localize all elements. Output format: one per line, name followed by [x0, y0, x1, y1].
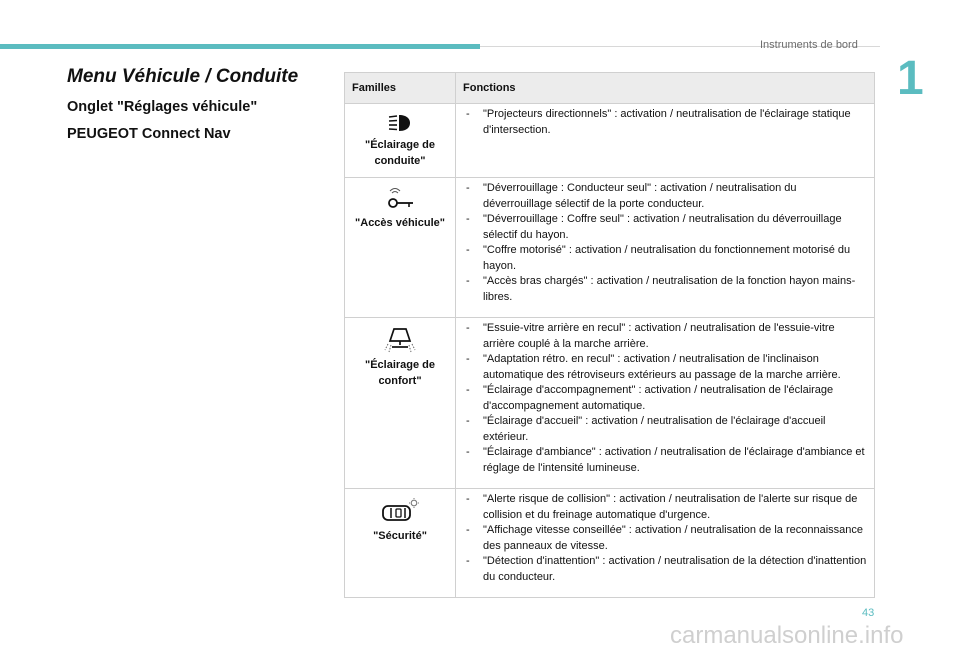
key-signal-icon — [384, 186, 416, 212]
list-item: - "Détection d'inattention" : activation / neutralisation de la détection d'inattention du conducteur. — [462, 554, 868, 585]
header-functions: Fonctions — [456, 73, 875, 104]
list-item: - "Accès bras chargés" : activation / neutralisation de la fonction hayon mains-libres. — [462, 274, 868, 305]
watermark: carmanualsonline.info — [670, 622, 904, 649]
family-label: "Éclairage de confort" — [364, 359, 436, 387]
headlamp-icon — [387, 112, 413, 134]
list-item: - "Coffre motorisé" : activation / neutralisation du fonctionnement motorisé du hayon. — [462, 243, 868, 274]
family-label: "Éclairage de conduite" — [364, 139, 436, 167]
table-row — [345, 104, 875, 178]
header-families: Familles — [345, 73, 456, 104]
list-item: - "Essuie-vitre arrière en recul" : activation / neutralisation de l'essuie-vitre arrière couplé à la marche arrière. — [462, 321, 868, 352]
car-safety-icon — [380, 497, 420, 525]
list-item: - "Affichage vitesse conseillée" : activation / neutralisation de la reconnaissance des panneaux de vitesse. — [462, 523, 868, 554]
header-accent-bar — [0, 44, 480, 49]
list-item: - "Déverrouillage : Coffre seul" : activation / neutralisation du déverrouillage sélectif du hayon. — [462, 212, 868, 243]
list-item: - "Éclairage d'ambiance" : activation / neutralisation de l'éclairage d'ambiance et réglage de l'intensité lumineuse. — [462, 445, 868, 476]
family-label: "Accès véhicule" — [355, 217, 445, 229]
list-item: - "Éclairage d'accompagnement" : activation / neutralisation de l'éclairage d'accompagnement automatique. — [462, 383, 868, 414]
table-row — [345, 489, 875, 598]
table-row — [345, 318, 875, 489]
page-number: 43 — [862, 607, 875, 619]
subtitle: Onglet "Réglages véhicule" — [67, 99, 258, 115]
page-title: Menu Véhicule / Conduite — [67, 66, 299, 87]
functions-cell — [456, 178, 875, 318]
system-name: PEUGEOT Connect Nav — [67, 126, 231, 142]
list-item: - "Adaptation rétro. en recul" : activation / neutralisation de l'inclinaison automatique des rétroviseurs extérieurs au passage de la marche arrière. — [462, 352, 868, 383]
list-item: - "Projecteurs directionnels" : activation / neutralisation de l'éclairage statique d'intersection. — [462, 107, 868, 138]
list-item: - "Éclairage d'accueil" : activation / neutralisation de l'éclairage d'accueil extérieur. — [462, 414, 868, 445]
family-cell — [345, 318, 456, 489]
courtesy-lamp-icon — [383, 326, 417, 354]
list-item: - "Alerte risque de collision" : activation / neutralisation de l'alerte sur risque de collision et du freinage automatique d'urgence. — [462, 492, 868, 523]
family-cell — [345, 104, 456, 178]
family-cell — [345, 178, 456, 318]
list-item: - "Déverrouillage : Conducteur seul" : activation / neutralisation du déverrouillage sélectif de la porte conducteur. — [462, 181, 868, 212]
functions-cell — [456, 318, 875, 489]
table-row — [345, 178, 875, 318]
settings-table — [344, 72, 875, 598]
section-title: Instruments de bord — [760, 39, 858, 51]
family-cell — [345, 489, 456, 598]
table-header-row — [345, 73, 875, 104]
family-label: "Sécurité" — [373, 530, 427, 542]
chapter-number: 1 — [897, 52, 924, 105]
functions-cell — [456, 489, 875, 598]
functions-cell — [456, 104, 875, 178]
